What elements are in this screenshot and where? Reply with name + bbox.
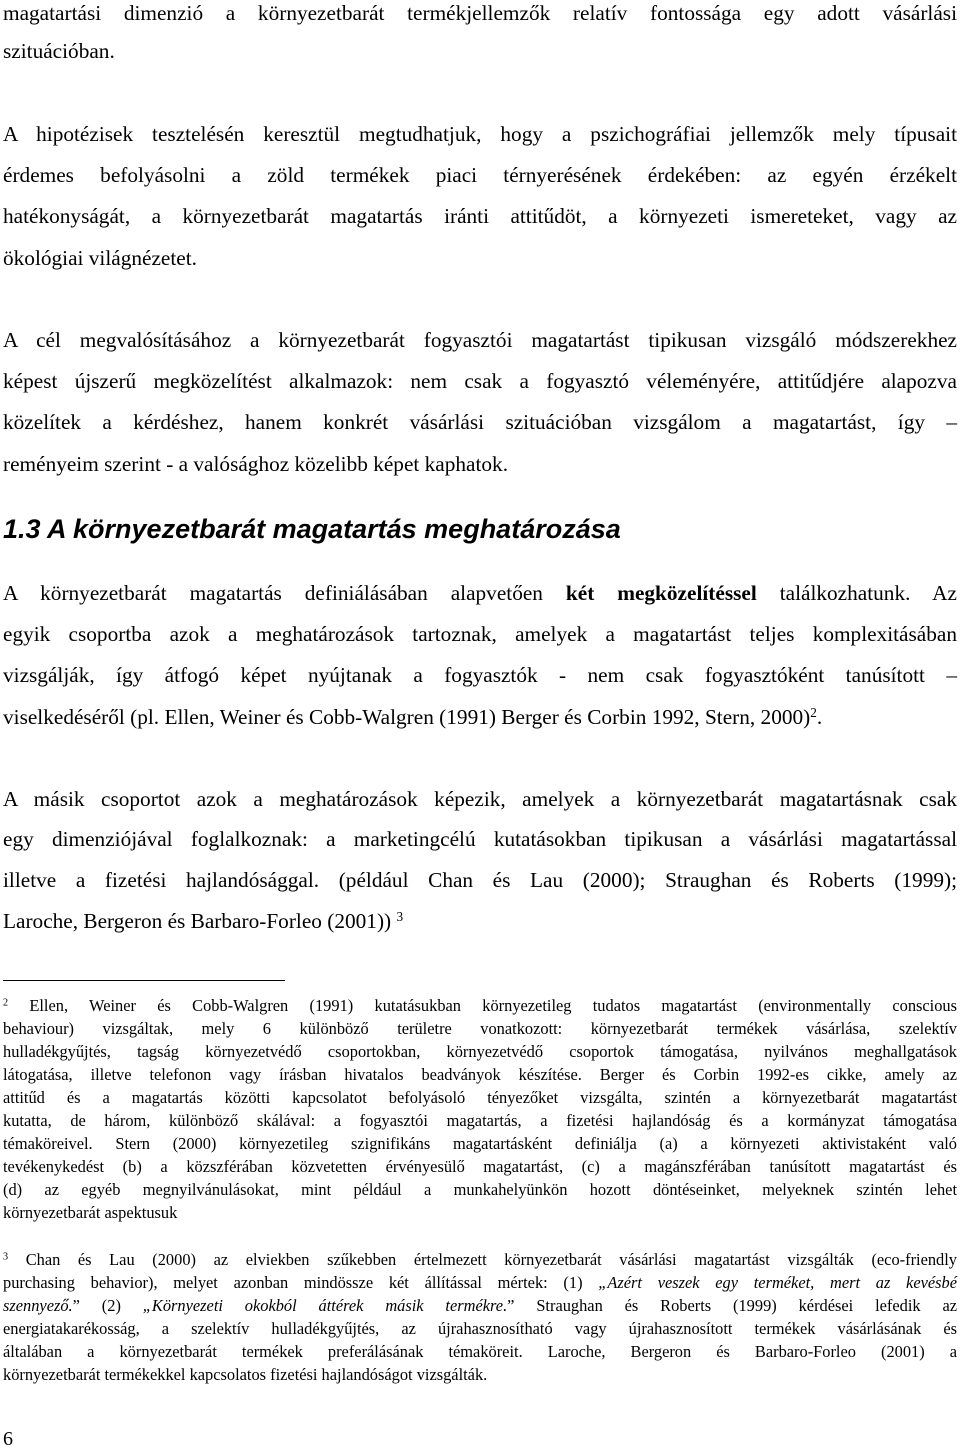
footnote-line: attitűd és a magatartás közötti kapcsolatot befolyásoló tényezőket vizsgálta, szintén a környezetbarát magatartást bbox=[3, 1088, 957, 1107]
page-number: 6 bbox=[3, 1428, 13, 1450]
paragraph-line: illetve a fizetési hajlandósággal. (például Chan és Lau (2000); Straughan és Roberts (1999); bbox=[3, 868, 957, 892]
text-span: találkozhatunk. Az bbox=[756, 581, 958, 605]
italic-text: szennyező. bbox=[3, 1296, 73, 1315]
footnote-ref[interactable]: 2 bbox=[810, 704, 817, 720]
paragraph-line: ökológiai világnézetet. bbox=[3, 246, 197, 270]
footnote-line: (d) az egyéb megnyilvánulásokat, mint például a munkahelyünkön hozott döntéseinket, melyeknek szintén lehet bbox=[3, 1180, 957, 1199]
paragraph-line: magatartási dimenzió a környezetbarát termékjellemzők relatív fontossága egy adott vásárlási bbox=[3, 1, 957, 25]
footnote-ref[interactable]: 3 bbox=[396, 908, 404, 924]
paragraph-line: hatékonyságát, a környezetbarát magatartás iránti attitűdöt, a környezeti ismereteket, vagy az bbox=[3, 204, 957, 228]
footnote-line: környezetbarát aspektusuk bbox=[3, 1203, 178, 1222]
footnote-number: 2 bbox=[3, 997, 9, 1009]
paragraph-line: vizsgálják, így átfogó képet nyújtanak a fogyasztók - nem csak fogyasztóként tanúsított – bbox=[3, 663, 957, 687]
bold-text: két megközelítéssel bbox=[565, 581, 757, 605]
footnote-line bbox=[3, 1296, 957, 1316]
footnote-line: hulladékgyűjtés, tagság környezetvédő csoportokban, környezetvédő csoportok támogatása, nyilvános meghallgatások bbox=[3, 1042, 957, 1061]
paragraph-line: egyik csoportba azok a meghatározások tartoznak, amelyek a magatartást teljes komplexitásában bbox=[3, 622, 957, 646]
text-span: Ellen, Weiner és Cobb-Walgren (1991) kutatásukban környezetileg tudatos magatartást (environmentally conscious bbox=[8, 996, 957, 1015]
paragraph-line: egy dimenziójával foglalkoznak: a marketingcélú kutatásokban tipikusan a vásárlási magatartással bbox=[3, 827, 957, 851]
paragraph-line bbox=[3, 704, 957, 730]
italic-text: „Azért veszek egy terméket, mert az kevésbé bbox=[598, 1273, 957, 1292]
text-span: ” (2) bbox=[72, 1296, 143, 1315]
text-span: Chan és Lau (2000) az elviekben szűkebben értelmezett környezetbarát vásárlási magatartást vizsgálták (eco-friendly bbox=[8, 1250, 957, 1269]
footnote-line: behaviour) vizsgáltak, mely 6 különböző területre vonatkozott: környezetbarát termékek vásárlása, szelektív bbox=[3, 1019, 957, 1038]
paragraph-line: reményeim szerint - a valósághoz közelibb képet kaphatok. bbox=[3, 452, 509, 476]
text-span: viselkedéséről (pl. Ellen, Weiner és Cobb-Walgren (1991) Berger és Corbin 1992, Stern, 2000) bbox=[3, 705, 811, 729]
footnote-line: kutatta, de három, különböző skálával: a fogyasztói magatartás, a fizetési hajlandóság és a kormányzat támogatása bbox=[3, 1111, 957, 1130]
italic-text: „Környezeti okokból áttérek másik termékre. bbox=[142, 1296, 508, 1315]
footnote-separator bbox=[3, 980, 285, 981]
footnote-line: látogatása, illetve telefonon vagy írásban hivatalos beadványok készítése. Berger és Corbin 1992-es cikke, amely az bbox=[3, 1065, 957, 1084]
paragraph-line bbox=[3, 908, 957, 934]
footnote-line: tevékenykedést (b) a közszférában közvetetten érvényesülő magatartást, (c) a magánszférában tanúsított magatartást és bbox=[3, 1157, 957, 1176]
paragraph-line: A hipotézisek tesztelésén keresztül megtudhatjuk, hogy a pszichográfiai jellemzők mely típusait bbox=[3, 122, 957, 146]
text-span: purchasing behavior), melyet azonban mindössze két állítással mértek: (1) bbox=[3, 1273, 599, 1292]
paragraph-line: érdemes befolyásolni a zöld termékek piaci térnyerésének érdekében: az egyén érzékelt bbox=[3, 163, 957, 187]
paragraph-line bbox=[3, 580, 957, 606]
footnote-number: 3 bbox=[3, 1251, 9, 1263]
text-span: A környezetbarát magatartás definiálásában alapvetően bbox=[3, 581, 566, 605]
footnote-line: általában a környezetbarát termékek preferálásának témaköreit. Laroche, Bergeron és Barbaro-Forleo (2001) a bbox=[3, 1342, 957, 1361]
section-heading: 1.3 A környezetbarát magatartás meghatározása bbox=[3, 514, 621, 544]
paragraph-line: A cél megvalósításához a környezetbarát fogyasztói magatartást tipikusan vizsgáló módszerekhez bbox=[3, 328, 957, 352]
footnote-line: környezetbarát termékekkel kapcsolatos fizetési hajlandóságot vizsgálták. bbox=[3, 1365, 488, 1384]
footnote-line: energiatakarékosság, a szelektív hulladékgyűjtés, az újrahasznosítható vagy újrahasznosított termékek vásárlásának és bbox=[3, 1319, 957, 1338]
text-span: . bbox=[816, 705, 823, 729]
paragraph-line: képest újszerű megközelítést alkalmazok: nem csak a fogyasztó véleményére, attitűdjére alapozva bbox=[3, 369, 957, 393]
footnote-line bbox=[3, 1250, 957, 1270]
paragraph-line: szituációban. bbox=[3, 39, 115, 63]
footnote-line bbox=[3, 996, 957, 1016]
footnote-line bbox=[3, 1273, 957, 1293]
paragraph-line: közelítek a kérdéshez, hanem konkrét vásárlási szituációban vizsgálom a magatartást, így – bbox=[3, 410, 957, 434]
text-span: Laroche, Bergeron és Barbaro-Forleo (2001)) bbox=[3, 909, 397, 933]
paragraph-line: A másik csoportot azok a meghatározások képezik, amelyek a környezetbarát magatartásnak csak bbox=[3, 787, 957, 811]
footnote-line: témaköreivel. Stern (2000) környezetileg szignifikáns magatartásként definiálja (a) a környezeti aktivistaként való bbox=[3, 1134, 957, 1153]
text-span: ” Straughan és Roberts (1999) kérdései lefedik az bbox=[507, 1296, 958, 1315]
